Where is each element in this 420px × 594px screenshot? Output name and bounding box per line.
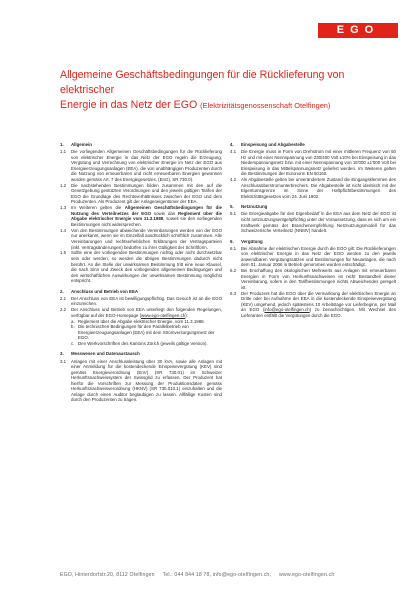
footer-contact: Tel.: 044 844 18 78, info@ego-otelfingen.ch, [162,572,272,578]
clause-1-4: 1.4 Von den Bestimmungen abweichende Vereinbarungen werden von der EGO nur anerkannt, wenn sie im Einzelfall ausdrücklich schriftlich zusammen. Alle Vereinbarungen und rechtserheblichen Erklärungen der Vertragsparteien (inkl. Vertragsänderungen) bedürfen zu ihrer Gültigkeit der Schriftform. [60,227,222,250]
clause-4-1: 4.1 Die Energie muss in Form von Drehstrom mit einer mittleren Frequenz von 50 Hz und mit einer Nennspannung von 230/400 Volt ±10% bei Einspeisung in das Niederspannungsnetz bzw. mit einer Nennspannung von 16'000 ±1'000 Volt bei Einspeisung in das Mittelspannungsnetz geliefert werden. Im Weiteren gelten die Bestimmungen der Euronorm EN 50160. [230,149,396,177]
footer-website[interactable]: www.ego-otelfingen.ch [279,572,335,578]
section-heading: 3. Messwesen und Datenaustausch [60,351,140,357]
clause-1-2: 1.2 Die nachstehenden Bestimmungen bilden zusammen mit den auf die Gesetzgebung gestützten Verordnungen und den jeweils gültigen Tarifen der EGO die Grundlage des Rechtsverhältnisses zwischen der EGO und dem Produzenten. Als Produzent gilt der Anlageneigentümer der EEA. [60,182,222,205]
right-column [230,142,396,324]
clause-6-1: 6.1 Bei Abnahme der elektrischen Energie durch die EGO gilt: Die Rücklieferungen von elektrischer Energie in das Netz der EGO werden zu den jeweils anwendbaren Vergütungssätzen und Bestimmungen für Neuanlagen, die nach dem 01. Januar 2006 in Betrieb genommen wurden entschädigt. [230,245,396,268]
list-item: b. Die technischen Bedingungen für den Parallelbetrieb von Energieerzeugungsanlagen (EEA) mit dem Stromversorgungsnetz der EGO. [71,324,215,341]
clause-4-2: 4.2 Als Abgabestelle gelten bei unverändertem Zustand die Eingangsklemmen des Anschlussüberstromunterbrechers. Die Abgabestelle ist nicht identisch mit der Eigentumsgrenze im Sinne der Haftpflichtbestimmungen des Elektrizitätsgesetzes vom 24. Juni 1902. [230,177,396,199]
clause-3-1: 3.1 Anlagen mit einer Anschlussleistung über 30 kVA, sowie alle Anlagen mit einer Anmeldung für die kostendeckende Einspeisevergütung (KEV) sind gemäss Energieverordnung (EnV) (SR 730.01) im Schweizer Herkunftsnachweissystem der Swissgrid zu erfassen. Der Produzent hat hierfür die Vorschriften zur Messung der Produktionsdaten gemäss Herkunftsnachweisverordnung (HKNV) (SR 730.010.1) einzuhalten und die Anlage durch einen Auditor beglaubigen zu lassen. Allfällige Kosten sind durch den Produzenten zu tragen. [60,358,222,403]
section-heading: 6. Vergütung [230,238,263,244]
list-item: c. Den Werkvorschriften des Kantons Zürich (jeweils gültige Version). [71,340,208,346]
clause-1-3: 1.3 Im Weiteren gelten die Allgemeinen Geschäftsbedingungen für die Nutzung des Verteilnetzes der EGO sowie das Reglement über die Abgabe elektrischer Energie vom 11.3.1988, soweit sie den vorliegenden Bestimmungen nicht widersprechen. [60,205,222,227]
page-footer [60,572,400,578]
footer-address: EGO, Hinterdorfstr.20, 8112 Otelfingen [60,572,155,578]
clause-6-3: 6.3 Der Produzent hat die EGO über die Vermarktung der elektrischen Energie an Dritte oder bei Aufnahme der EEA in die kostendeckende Einspeisevergütung (KEV) umgehend, jedoch spätestens 10 Arbeitstage vor Lieferbeginn, per Mail an EGO (info@ego-otelfingen.ch) zu benachrichtigen. Mit Wechsel des Lieferanten entfällt die Vergütungen durch die EGO. [230,290,396,318]
document-title [60,68,400,113]
title-line-2: Energie in das Netz der EGO (Elektrizitätsgenossenschaft Otelfingen) [60,99,331,111]
title-line-1: Allgemeine Geschäftsbedingungen für die Rücklieferung von elektrischer [60,69,345,96]
regulation-list [71,319,222,347]
clause-5-1: 5.1 Die Energieabgabe für den Eigenbedarf in die EEA aus dem Netz der EGO ist nicht netznutzungsentgeltpflichtig unter der Voraussetzung, dass es sich um ein Kraftwerk gemäss der Branchenempfehlung Netznutzungsmodell für das Schweizerische Verteilnetz (NNMV) handelt. [230,211,396,234]
section-heading: 1. Allgemein [60,142,92,147]
list-item: a. Reglement über die Abgabe elektrischer Energie, vom 11.3.1988. [71,318,205,324]
ego-logo: EGO [318,23,398,38]
clause-2-2: 2.2 Der Anschluss und Betrieb von EEA unterliegt den folgenden Regelungen, verfügbar auf der EGO-Homepage (www.ego-otelfingen.ch): [60,307,222,318]
section-heading: 4. Einspeisung und Abgabestelle [230,142,305,147]
clause-1-1: 1.1 Die vorliegenden Allgemeinen Geschäftsbedingungen für die Rücklieferung von elektrischer Energie in das Netz der EGO regeln die Erzeugung, Vergütung und Verrechnung von elektrischer Energie im Netz der EGO aus Energieerzeugungsanlagen (EEA), die von unabhängigen Produzenten durch die Nutzung von erneuerbaren und nicht erneuerbaren Energien gewonnen wurden gemäss Art. 7 des Energiegesetzes, (EnG), SR 730.0). [60,149,222,182]
clause-6-2: 6.2 Bei Erschaffung des ökologischen Mehrwerts aus Anlagen mit erneuerbaren Energien in Form von Herkunftsnachweisen ist nicht Bestandteil dieser Vereinbarung, sofern in den Tarifbestimmungen nichts Abweichendes geregelt ist. [230,268,396,290]
section-heading: 2. Anschluss und Betrieb von EEA [60,288,139,294]
email-link[interactable]: info@ego-otelfingen.ch [264,307,310,313]
section-einspeisung [230,142,396,199]
section-messwesen [60,351,222,402]
section-heading: 5. Netznutzung [230,204,268,210]
left-column [60,142,222,408]
section-anschluss [60,289,222,347]
section-allgemein [60,142,222,284]
title-subtitle: (Elektrizitätsgenossenschaft Otelfingen) [200,101,331,110]
section-verguetung [230,239,396,319]
section-netznutzung [230,204,396,233]
homepage-link[interactable]: www.ego-otelfingen.ch [141,312,186,318]
clause-2-1: 2.1 Der Anschluss von EEA ist bewilligungspflichtig. Das Gesuch ist an die EGO einzureichen. [60,295,222,307]
clause-1-5: 1.5 Sollte eine der vorliegenden Bestimmungen nichtig oder nicht durchsetzbar sein oder werden, so werden die übrigen Bestimmungen dadurch nicht berührt. An die Stelle der unwirksamen Bestimmung tritt eine neue Klausel, die nach Sinn und Zweck den vorliegenden allgemeinen Bedingungen und den wirtschaftlichen Auswirkungen der unwirksamen Bestimmung möglichst entspricht. [60,250,222,284]
